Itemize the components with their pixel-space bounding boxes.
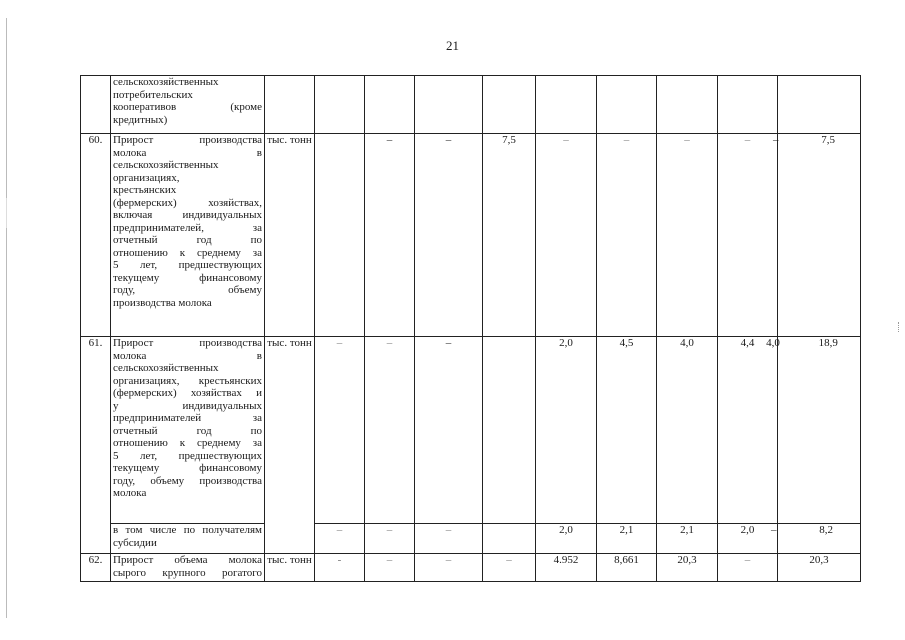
name-line: у индивидуальных [113, 399, 262, 412]
value-cell: 4.952 [536, 554, 597, 582]
name-line: году, объему [113, 284, 262, 296]
name-line: Прирост объема молока [113, 554, 262, 566]
name-line: отношению к среднему за [113, 246, 262, 259]
value-cell: – [718, 554, 778, 582]
value-cell [365, 76, 415, 134]
value-cell [771, 524, 861, 554]
value-cell: – [718, 134, 778, 337]
value-cell: - [315, 554, 365, 582]
name-line: сельскохозяйственных [113, 159, 219, 171]
name-line: сельскохозяйственных [113, 76, 219, 88]
value-text: – [773, 134, 779, 146]
row-number: 61. [81, 337, 111, 554]
indicator-name [111, 134, 265, 337]
name-line: отчетный год по [113, 234, 262, 246]
name-line: производства молока [113, 296, 212, 309]
value-cell: 4,0 [657, 337, 718, 524]
name-line: молока [113, 487, 147, 499]
name-line: в том числе по получателям [113, 524, 262, 536]
value-text: 4,0 [766, 337, 780, 349]
value-cell: 7,5 [483, 134, 536, 337]
value-text: 8,2 [819, 524, 833, 536]
value-cell: 4,4 [718, 337, 778, 524]
value-cell: – [536, 134, 597, 337]
value-text: 18,9 [818, 337, 838, 349]
value-text: – [771, 524, 777, 536]
value-cell: – [315, 337, 365, 524]
indicator-name [111, 76, 265, 134]
name-line: Прирост производства [113, 134, 262, 146]
name-line: молока в [113, 349, 262, 362]
name-line: кредитных) [113, 113, 168, 126]
name-line: сельскохозяйственных [113, 362, 219, 374]
value-cell [315, 134, 365, 337]
name-line: году, объему производства [113, 474, 262, 487]
value-cell: 8,661 [597, 554, 657, 582]
value-cell [597, 76, 657, 134]
name-line: включая индивидуальных [113, 209, 262, 221]
value-cell [773, 134, 861, 337]
value-cell: 2,0 [718, 524, 778, 554]
name-line: 5 лет, предшествующих [113, 259, 262, 271]
value-cell: – [597, 134, 657, 337]
value-cell: – [365, 134, 415, 337]
name-line: субсидии [113, 536, 157, 549]
unit-cell: тыс. тонн [265, 337, 315, 554]
name-line: предпринимателей, за [113, 221, 262, 234]
indicator-name [111, 337, 265, 524]
scan-mark-right [898, 322, 901, 332]
value-cell [483, 76, 536, 134]
row-number: 60. [81, 134, 111, 337]
value-cell: – [483, 554, 536, 582]
value-cell: – [415, 337, 483, 524]
value-cell [718, 76, 778, 134]
table-row-61 [81, 337, 861, 524]
indicator-name [111, 554, 265, 582]
value-cell [483, 337, 536, 524]
table-row-continuation [81, 76, 861, 134]
value-cell: – [315, 524, 365, 554]
unit-cell: тыс. тонн [265, 554, 315, 582]
value-cell: – [365, 337, 415, 524]
name-line: потребительских [113, 88, 193, 101]
value-cell: – [657, 134, 718, 337]
value-cell: 4,5 [597, 337, 657, 524]
name-line: отчетный год по [113, 424, 262, 437]
name-line: отношению к среднему за [113, 437, 262, 449]
name-line: (фермерских) хозяйствах и [113, 387, 262, 399]
value-cell [483, 524, 536, 554]
value-cell [315, 76, 365, 134]
row-number: 62. [81, 554, 111, 582]
value-cell: 2,1 [597, 524, 657, 554]
table-row-60 [81, 134, 861, 337]
value-cell: 20,3 [657, 554, 718, 582]
value-cell: – [415, 134, 483, 337]
scan-edge-left [6, 18, 7, 618]
value-cell [766, 337, 861, 524]
name-line: сырого крупного рогатого [113, 566, 262, 579]
value-cell: 20,3 [778, 554, 861, 582]
value-cell: – [365, 554, 415, 582]
name-line: Прирост производства [113, 337, 262, 349]
name-line: (фермерских) хозяйствах, [113, 196, 262, 209]
data-table [80, 75, 861, 582]
value-cell [778, 76, 861, 134]
name-line: молока в [113, 146, 262, 159]
unit-cell: тыс. тонн [265, 134, 315, 337]
value-cell [657, 76, 718, 134]
indicator-name [111, 524, 265, 554]
value-cell: – [365, 524, 415, 554]
name-line: текущему финансовому [113, 271, 262, 284]
value-text: 7,5 [821, 134, 835, 146]
name-line: организациях, [113, 171, 180, 184]
row-number [81, 76, 111, 134]
value-cell [415, 76, 483, 134]
page-number: 21 [446, 38, 459, 53]
name-line: предпринимателей за [113, 412, 262, 424]
name-line: организациях, крестьянских [113, 374, 262, 387]
table-row-62 [81, 554, 861, 582]
name-line: крестьянских [113, 184, 177, 196]
unit-cell [265, 76, 315, 134]
name-line: текущему финансовому [113, 462, 262, 474]
value-cell: – [415, 524, 483, 554]
value-cell: 2,1 [657, 524, 718, 554]
name-line: кооперативов (кроме [113, 101, 262, 113]
value-cell: 2,0 [536, 524, 597, 554]
name-line: 5 лет, предшествующих [113, 449, 262, 462]
value-cell [536, 76, 597, 134]
value-cell: 2,0 [536, 337, 597, 524]
table-row-subsidy [81, 524, 861, 554]
value-cell: – [415, 554, 483, 582]
